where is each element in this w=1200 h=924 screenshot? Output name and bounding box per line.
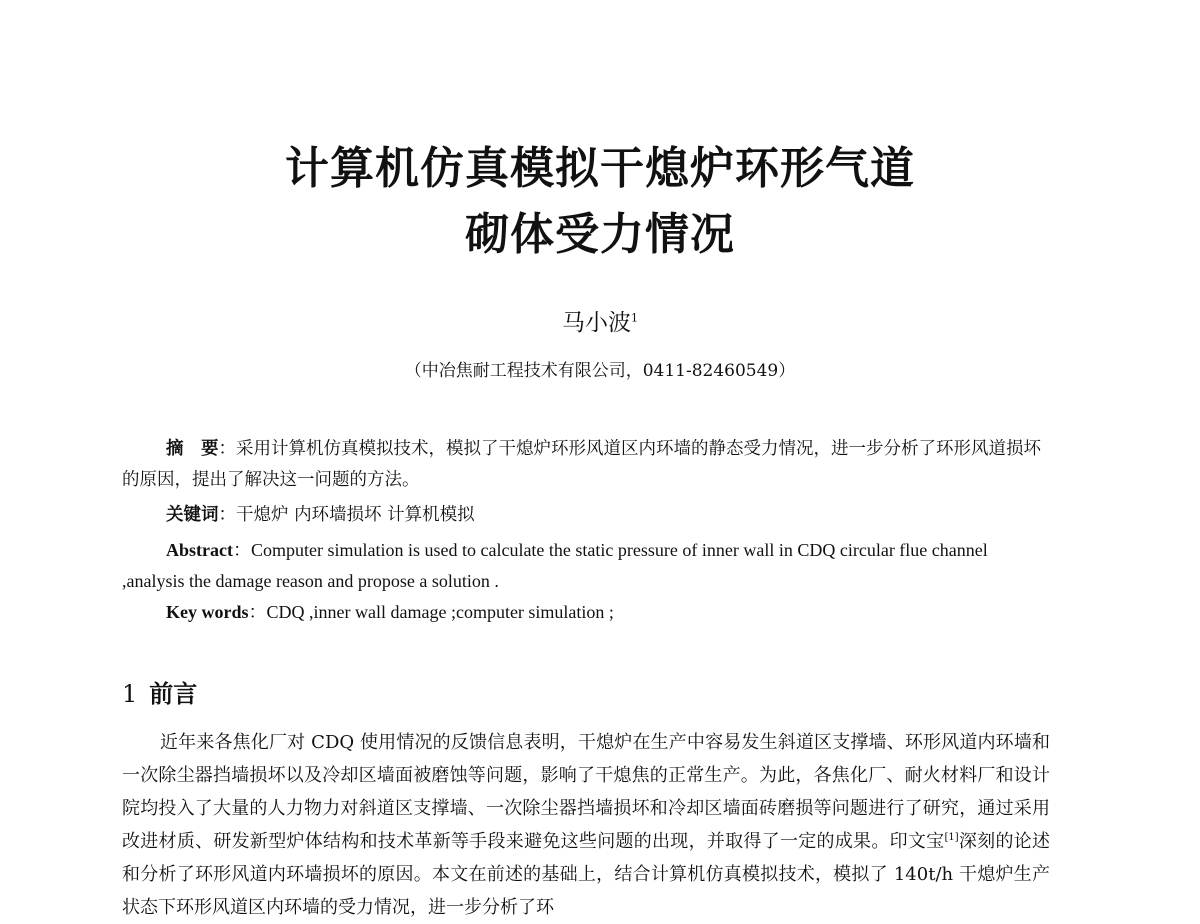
keywords-zh [166,500,1046,531]
title-line-2: 砌体受力情况 [465,209,735,260]
affiliation: （中冶焦耐工程技术有限公司，0411-82460549） [404,361,796,381]
body-text-part-1: 近年来各焦化厂对 CDQ 使用情况的反馈信息表明，干熄炉在生产中容易发生斜道区支撑墙、环形风道内环墙和一次除尘器挡墙损坏以及冷却区墙面被磨蚀等问题，影响了干熄焦的正常生产。为此，各焦化厂、耐火材料厂和设计院均投入了大量的人力物力对斜道区支撑墙、一次除尘器挡墙损坏和冷却区墙面砖磨损等问题进行了研究，通过采用改进材质、研发新型炉体结构和技术革新等手段来避免这些问题的出现，并取得了一定的成果。印文宝 [122,732,1050,852]
abstract-en [122,535,1050,597]
citation-ref: [1] [944,832,959,843]
abstract-zh-text: 采用计算机仿真模拟技术，模拟了干熄炉环形风道区内环墙的静态受力情况，进一步分析了环形风道损坏的原因，提出了解决这一问题的方法。 [122,439,1041,490]
section-heading [122,674,197,709]
abstract-en-label: Abstract [166,540,233,560]
author [0,304,1200,337]
keywords-en [166,597,1046,628]
abstract-en-separator: ： [232,540,251,560]
keywords-en-text: CDQ ,inner wall damage ;computer simulation ; [266,602,614,622]
abstract-zh [122,434,1050,496]
abstract-zh-separator: ： [218,439,236,459]
author-name: 马小波 [562,310,631,336]
keywords-zh-separator: ： [218,505,236,525]
abstract-zh-label: 摘 要 [166,439,219,459]
keywords-en-label: Key words [166,602,249,622]
author-superscript: 1 [631,311,638,325]
section-title: 前言 [149,679,198,708]
keywords-en-separator: ： [248,602,267,622]
body-paragraph [122,726,1050,924]
keywords-zh-text: 干熄炉 内环墙损坏 计算机模拟 [236,505,475,525]
abstract-en-text: Computer simulation is used to calculate the static pressure of inner wall in CDQ circular flue channel ,analysis the damage reason and propose a solution . [122,540,988,591]
title-line-1: 计算机仿真模拟干熄炉环形气道 [285,143,915,194]
body-text-part-2: 深刻的论述和分析了环形风道内环墙损坏的原因。本文在前述的基础上，结合计算机仿真模拟技术，模拟了 140t/h 干熄炉生产状态下环形风道区内环墙的受力情况，进一步分析了环 [122,831,1051,918]
section-number: 1 [122,680,138,708]
keywords-zh-label: 关键词 [166,505,219,525]
